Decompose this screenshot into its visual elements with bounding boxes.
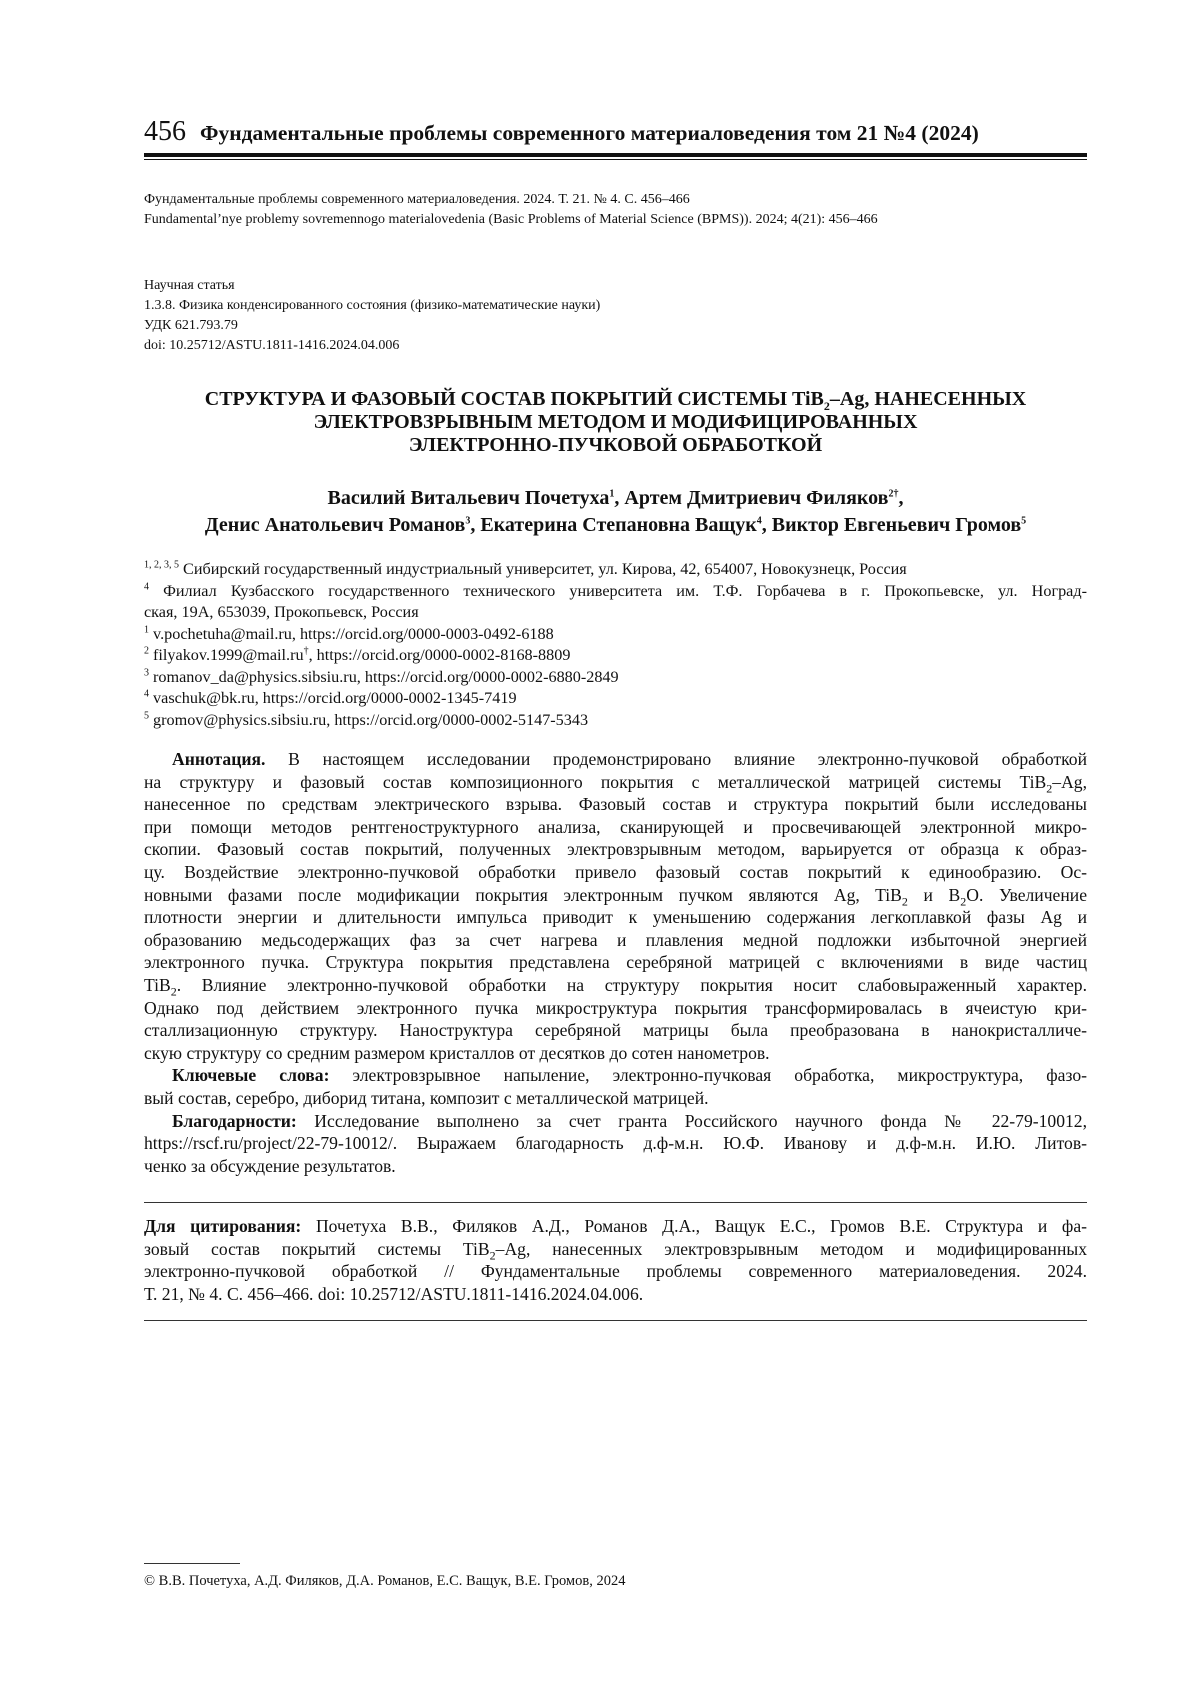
- citation-ru: Фундаментальные проблемы современного материаловедения. 2024. Т. 21. № 4. С. 456–466: [144, 192, 690, 207]
- abstract-label: Аннотация.: [172, 749, 266, 769]
- author-name: Денис Анатольевич Романов: [204, 514, 466, 536]
- author-list: [144, 485, 1087, 539]
- acknowledgements-label: Благодарности:: [172, 1110, 297, 1131]
- contact-3: $^3$ romanov_da@physics.sibsiu.ru, https://orcid.org/0000-0002-6880-2849: [144, 667, 619, 686]
- header-rule-thick: [144, 153, 1087, 157]
- affiliation-2-line-2: ская, 19А, 653039, Прокопьевск, Россия: [144, 603, 419, 621]
- contact-4: $^4$ vaschuk@bk.ru, https://orcid.org/0000-0002-1345-7419: [144, 688, 517, 707]
- acknowledgements: Благодарности: Исследование выполнено за счет гранта Российского научного фонда № 22-79-10012,: [172, 1110, 1087, 1131]
- journal-title: Фундаментальные проблемы современного материаловедения том 21 №4 (2024): [200, 121, 979, 145]
- citation-rule-top: [144, 1202, 1087, 1203]
- running-header: [144, 112, 1087, 152]
- header-rule-thin: [144, 159, 1087, 160]
- udc-code: УДК 621.793.79: [144, 318, 238, 333]
- footnote-rule: [144, 1563, 240, 1564]
- affiliation-1: $^{1, 2, 3, 5}$ Сибирский государственный индустриальный университет, ул. Кирова, 42, 654007, Новокузнецк, Россия: [144, 559, 907, 578]
- title-line-1: СТРУКТУРА И ФАЗОВЫЙ СОСТАВ ПОКРЫТИЙ СИСТЕМЫ TiB$_2$–Ag, НАНЕСЕННЫХ: [204, 388, 1027, 413]
- doi: doi: 10.25712/ASTU.1811-1416.2024.04.006: [144, 338, 400, 353]
- authors-line-2: Денис Анатольевич Романов$^3$, Екатерина Степановна Ващук$^4$, Виктор Евгеньевич Громов$^5$: [204, 514, 1027, 536]
- contact-1: $^1$ v.pochetuha@mail.ru, https://orcid.org/0000-0003-0492-6188: [144, 624, 554, 643]
- author-name: Артем Дмитриевич Филяков: [624, 487, 889, 509]
- page-number: 456: [144, 116, 186, 147]
- author-name: Василий Витальевич Почетуха: [327, 487, 610, 509]
- authors-line-1: Василий Витальевич Почетуха$^1$, Артем Дмитриевич Филяков$^{2\dagger}$,: [327, 487, 904, 509]
- article-type: Научная статья: [144, 278, 235, 293]
- specialty-code: 1.3.8. Физика конденсированного состояния (физико-математические науки): [144, 298, 601, 313]
- keywords-label: Ключевые слова:: [172, 1065, 330, 1086]
- how-to-cite: Для цитирования: Почетуха В.В., Филяков А.Д., Романов Д.А., Ващук Е.С., Громов В.Е. Структура и фа- зовый состав покрытий системы TiB$_2$–Ag, нанесенных электровзрывным методом и модифицированных электронно-пучковой обработкой // Фундаментальные проблемы современного материаловедения. 2024. Т. 21, № 4. С. 456–466. doi: 10.25712/ASTU.1811-1416.2024.04.006.: [144, 1216, 1087, 1304]
- author-name: Екатерина Степановна Ващук: [480, 514, 757, 536]
- contact-5: $^5$ gromov@physics.sibsiu.ru, https://orcid.org/0000-0002-5147-5343: [144, 710, 589, 729]
- article-title: [144, 388, 1087, 457]
- affiliation-2-line-1: $^4$ Филиал Кузбасского государственного технического университета им. Т.Ф. Горбачева в г. Прокопьевске, ул. Ноград-: [144, 581, 1087, 600]
- citation-rule-bottom: [144, 1320, 1087, 1321]
- title-line-3: ЭЛЕКТРОННО-ПУЧКОВОЙ ОБРАБОТКОЙ: [408, 434, 823, 456]
- affiliations: [144, 559, 1087, 731]
- contact-2: $^2$ filyakov.1999@mail.ru†, https://orcid.org/0000-0002-8168-8809: [144, 645, 571, 664]
- copyright-notice: © В.В. Почетуха, А.Д. Филяков, Д.А. Романов, Е.С. Ващук, В.Е. Громов, 2024: [144, 1573, 626, 1589]
- keywords: Ключевые слова: электровзрывное напыление, электронно-пучковая обработка, микроструктура, фазо-: [172, 1065, 1087, 1086]
- how-to-cite-label: Для цитирования:: [144, 1216, 302, 1236]
- title-line-2: ЭЛЕКТРОВЗРЫВНЫМ МЕТОДОМ И МОДИФИЦИРОВАННЫХ: [313, 411, 918, 433]
- citation-en: Fundamental’nye problemy sovremennogo materialovedenia (Basic Problems of Material Science (BPMS)). 2024; 4(21): 456–466: [144, 212, 878, 227]
- author-name: Виктор Евгеньевич Громов: [771, 514, 1022, 536]
- abstract: Аннотация. В настоящем исследовании продемонстрировано влияние электронно-пучковой обработкой на структуру и фазовый состав композиционного покрытия с металлической матрицей системы TiB$_2$–Ag, нанесенное по средствам электрического взрыва. Фазовый состав и структура покрытий были исследованы при помощи методов рентгеноструктурного анализа, сканирующей и просвечивающей электронной микро- скопии. Фазовый состав покрытий, полученных электровзрывным методом, варьируется от образца к образ- цу. Воздействие электронно-пучковой обработки привело фазовый состав покрытий к единообразию. Ос- новными фазами после модификации покрытия электронным пучком являются Ag, TiB$_2$ и $B_2O$. Увеличение плотности энергии и длительности импульса приводит к уменьшению содержания легкоплавкой фазы Ag и образованию медьсодержащих фаз за счет нагрева и плавления медной подложки избыточной энергией электронного пучка. Структура покрытия представлена серебряной матрицей с включениями в виде частиц TiB$_2$. Влияние электронно-пучковой обработки на структуру покрытия носит слабовыраженный характер. Однако под действием электронного пучка микроструктура покрытия трансформировалась в ячеистую кри- сталлизационную структуру. Наноструктура серебряной матрицы была преобразована в нанокристалличе- скую структуру со средним размером кристаллов от десятков до сотен нанометров. Ключевые слова: электровзрывное напыление, электронно-пучковая обработка, микроструктура, фазо- вый состав, серебро, диборид титана, композит с металлической матрицей. Благодарности: Исследование выполнено за счет гранта Российского научного фонда № 22-79-10012, https://rscf.ru/project/22-79-10012/. Выражаем благодарность д.ф-м.н. Ю.Ф. Иванову и д.ф-м.н. И.Ю. Литов- ченко за обсуждение результатов.: [144, 749, 1087, 1176]
